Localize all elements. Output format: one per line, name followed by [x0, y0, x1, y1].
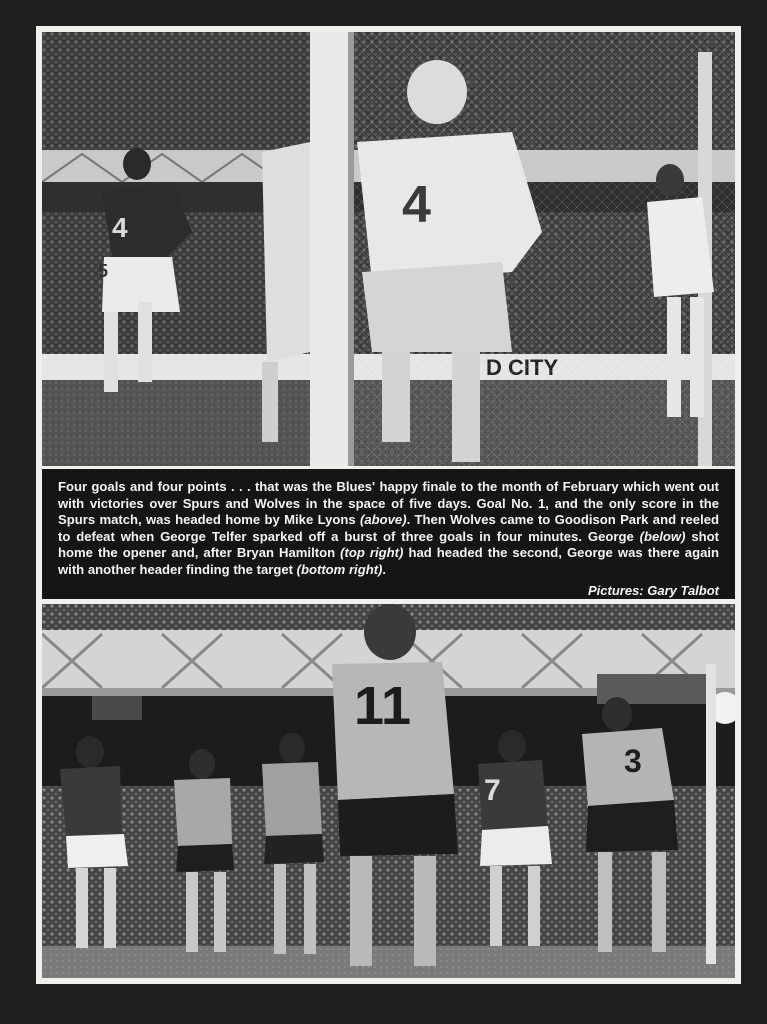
- caption-part-2: . Then Wolves came to Goodison Park and reeled to defeat when George Telfer sparked off a burst of three goals in four minutes. George: [58, 512, 719, 544]
- shirt-number-three: 3: [624, 743, 642, 779]
- caption-part-3: shot home the opener and, after Bryan Hamilton: [58, 528, 719, 561]
- caption-text: [58, 479, 719, 579]
- shirt-number-seven: 7: [484, 774, 501, 807]
- photo-caption: [42, 469, 735, 599]
- top-match-photo: [42, 32, 735, 466]
- caption-ref-bottom-right: (bottom right): [296, 561, 383, 577]
- caption-ref-top-right: (top right): [340, 545, 404, 561]
- shirt-number-eleven: 11: [354, 676, 412, 736]
- caption-part-4: had headed the second, George was there again with another header finding the target: [58, 545, 719, 577]
- photo-credit: Pictures: Gary Talbot: [588, 583, 719, 598]
- magazine-page: [36, 26, 741, 984]
- caption-ref-below: (below): [639, 528, 686, 544]
- caption-part-1: Four goals and four points . . . that was the Blues' happy finale to the month of February which went out with victories over Spurs and Wolves in the space of five days. Goal No. 1, and the only score in the Spurs match, was headed home by Mike Lyons: [58, 479, 719, 528]
- shirt-number-small: 5: [98, 261, 109, 281]
- shirt-number-center: 4: [402, 176, 431, 234]
- caption-part-5: .: [382, 561, 387, 577]
- shirt-number-left: 4: [112, 212, 128, 243]
- caption-ref-above: (above): [360, 512, 407, 528]
- bottom-match-photo: [42, 604, 735, 978]
